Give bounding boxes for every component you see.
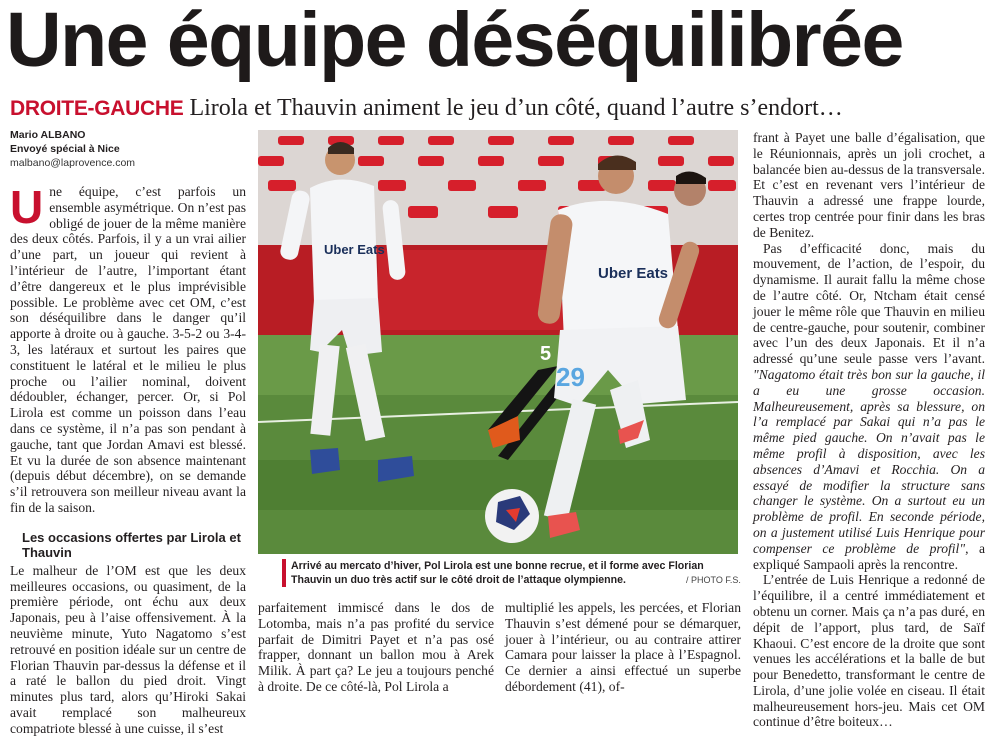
paragraph-intro [10, 181, 246, 516]
dropcap: U [10, 181, 44, 233]
paragraph-col4-2-text: Pas d’efficacité donc, mais du mouvement, de l’action, de l’espoir, du dynamisme. Il aurait fallu la même chose de l’autre côté. Or, Ntcham était censé jouer le même rôle que Thauvin en milieu de centre-gauche, pour soutenir, combiner avec l’un des deux Japonais. Et il n’a adressé qu’une seule passe vers l’avant. [753, 240, 985, 367]
article-column-3 [505, 600, 741, 695]
article-column-1 [10, 181, 246, 737]
sponsor-text-left: Uber Eats [324, 242, 385, 257]
paragraph-intro-text: ne équipe, c’est parfois un ensemble asymétrique. On n’est pas obligé de jouer de la même manière des deux côtés. Parfois, il y a un vrai ailier d’une part, un joueur qui revient à l’intérieur de l’autre, l’important étant d’être dangereux et le plus imprévisible possible. Le problème avec cet OM, c’est son déséquilibre dans le danger qu’il apporte à droite ou à gauche. 3-5-2 ou 3-4-3, les latéraux et surtout les paires que constituent le latéral et le milieu le plus proche ou l’ailier nominal, doivent dédoubler, échanger, percer. Or, si Pol Lirola est comme un poisson dans l’eau dans ce système, il n’a pas son pendant à gauche, tant que Jordan Amavi est blessé. Et vu la durée de son absence maintenant (depuis début décembre), on se demande s’il retrouvera son meilleur niveau avant la fin de la saison. [10, 184, 246, 515]
paragraph-col4-3: L’entrée de Luis Henrique a redonné de l’équilibre, il a centré immédiatement et obtenu un corner. Mais ça n’a pas duré, en dépit de l’apport, plus tard, de Saïf Khaoui. C’est encore de la droite que sont venues les accélérations et la balle de but pour Benedetto, transformant le centre de Lirola, d’une jolie volée en ciseau. Il était malheureusement hors-jeu. Mais cet OM continue d’être boiteux… [753, 572, 985, 730]
paragraph-col2: parfaitement immiscé dans le dos de Lotomba, mais n’a pas profité du service parfait de Dimitri Payet et n’a pas osé frapper, donnant un ballon mou à Arek Milik. À part ça? Le jeu a toujours penché à droite. De ce côté-là, Pol Lirola a [258, 600, 494, 694]
byline-author: Mario ALBANO [10, 129, 86, 141]
paragraph-occasions: Le malheur de l’OM est que les deux meilleures occasions, ou quasiment, de la première période, ont échu aux deux Japonais, peu à l’aise offensivement. À la neuvième minute, Yuto Nagatomo s’est retrouvé en position idéale sur un centre de Florian Thauvin par-dessus la défense et il a raté le ballon du pied droit. Vingt minutes plus tard, alors qu’Hiroki Sakai avait remplacé son malheureux compatriote blessé à une cuisse, il s’est [10, 562, 246, 736]
byline [10, 128, 135, 170]
byline-email[interactable]: malbano@laprovence.com [10, 157, 136, 169]
deck-text: Lirola et Thauvin animent le jeu d’un côté, quand l’autre s’endort… [189, 95, 843, 121]
headline: Une équipe déséquilibrée [6, 0, 903, 83]
article-photo [258, 130, 738, 554]
article-column-2 [258, 600, 494, 695]
subheading: Les occasions offertes par Lirola et Thauvin [22, 529, 241, 560]
quote-sampaoli: "Nagatomo était très bon sur la gauche, il a eu une grosse occasion. Malheureusement, après sa blessure, on l’a remplacé par Sakai qui n’a pas le même pied gauche. On n’avait pas le même profil à disposition, avec les absences d’Amavi et Rocchia. On a essayé de modifier la structure sans changer le système. On a surtout eu un problème de profil. En seconde période, on a justement utilisé Luis Henrique pour compenser ce problème de profil" [753, 366, 985, 556]
paragraph-col4-1: frant à Payet une balle d’égalisation, que le Réunionnais, après un joli crochet, a balancée bien au-dessus de la transversale. Et c’est en revenant vers l’intérieur de Thauvin a adressé une frappe lourde, certes trop centrée pour finir dans les bras de Benitez. [753, 130, 985, 240]
deck-kicker: DROITE-GAUCHE [10, 97, 184, 120]
paragraph-col3: multiplié les appels, les percées, et Florian Thauvin s’est démené pour se démarquer, jouer à l’intérieur, ou au contraire attirer Camara pour laisser la place à l’Espagnol. Ce dernier a ainsi effectué un superbe débordement (41), of- [505, 600, 741, 694]
photo-credit: / PHOTO F.S. [686, 575, 741, 585]
deck [10, 94, 990, 123]
byline-role: Envoyé spécial à Nice [10, 143, 120, 155]
quote-attribution: , a expliqué Sampaoli après la rencontre. [753, 540, 985, 572]
sponsor-text-right: Uber Eats [598, 265, 669, 282]
paragraph-col4-2 [753, 241, 985, 573]
photo-caption: Arrivé au mercato d’hiver, Pol Lirola est une bonne recrue, et il forme avec Florian Thauvin un duo très actif sur le côté droit de l’attaque olympienne. [291, 560, 704, 586]
article-column-4 [753, 130, 985, 730]
photo-illustration [258, 130, 738, 554]
opponent-number: 5 [540, 343, 552, 365]
lirola-number: 29 [556, 362, 585, 392]
caption-marker [282, 559, 286, 587]
